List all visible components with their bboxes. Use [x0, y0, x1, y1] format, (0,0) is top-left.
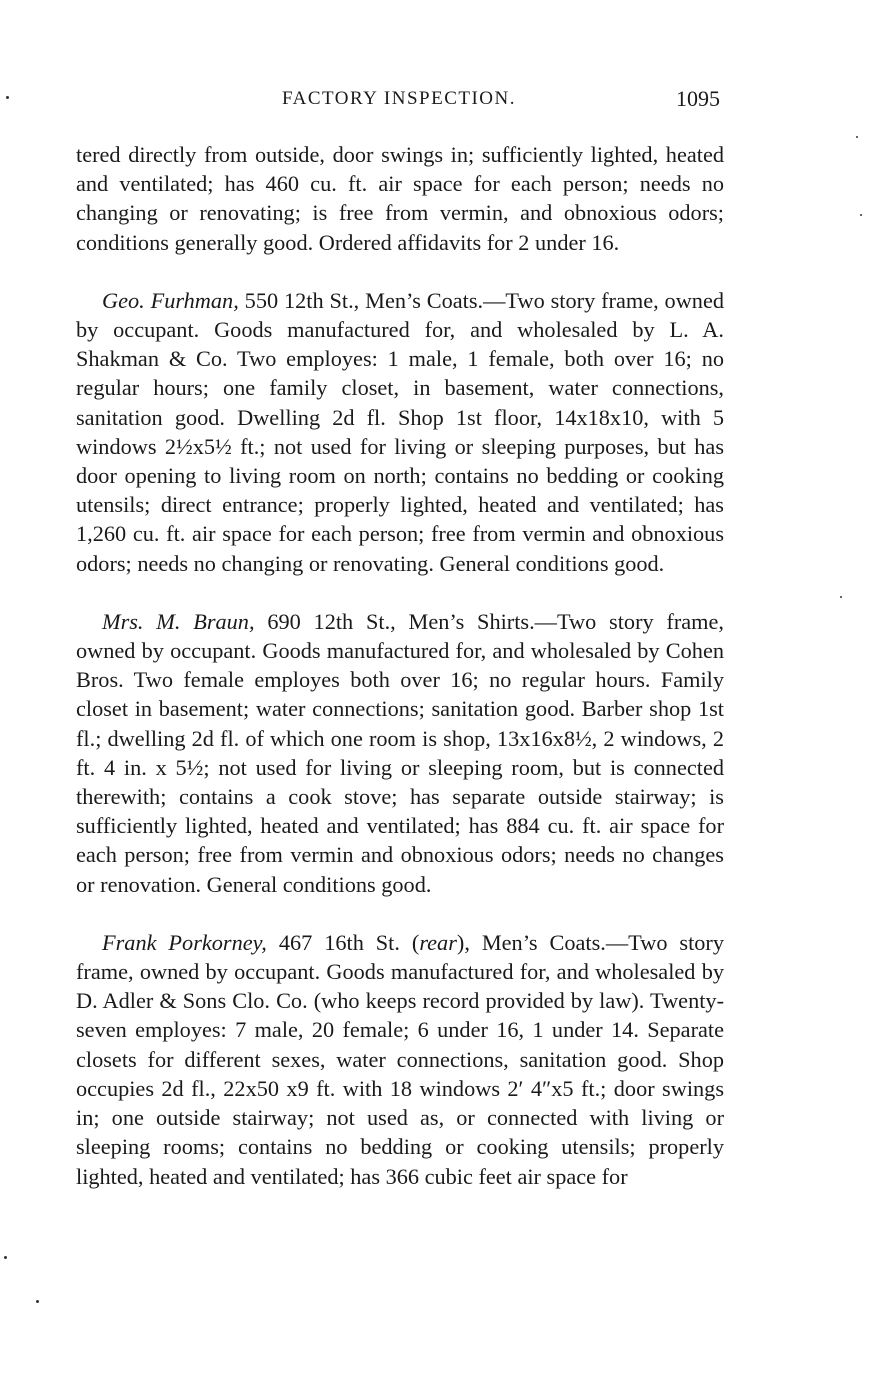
scan-speck — [840, 596, 842, 598]
running-header — [74, 88, 724, 118]
scan-speck — [6, 96, 9, 99]
scan-speck — [860, 214, 862, 216]
scan-speck — [36, 1300, 39, 1303]
paragraph-text: tered directly from outside, door swings in; sufficiently lighted, heated and ventilated; has 460 cu. ft. air space for each person; needs no changing or renovating; is free from vermin, and obnoxious odors; conditions generally good. Ordered affidavits for 2 under 16. — [76, 142, 724, 255]
paragraph-text: ), Men’s Coats.—Two story frame, owned by occupant. Goods manufactured for, and wholesaled by D. Adler & Sons Clo. Co. (who keeps record provided by law). Twenty-seven employes: 7 male, 20 female; 6 under 16, 1 under 14. Separate closets for different sexes, water connections, sanitation good. Shop occupies 2d fl., 22x50 x9 ft. with 18 windows 2′ 4″x5 ft.; door swings in; one outside stairway; not used as, or connected with living or sleeping rooms; contains no bedding or cooking utensils; properly lighted, heated and ventilated; has 366 cubic feet air space for — [76, 929, 724, 1189]
proprietor-name: Frank Porkorney, — [102, 929, 267, 955]
proprietor-name: Mrs. M. Braun, — [102, 608, 255, 634]
proprietor-name: Geo. Furhman, — [102, 287, 239, 313]
paragraph-porkorney — [76, 928, 724, 1191]
scan-speck — [856, 136, 858, 138]
body-text — [76, 140, 724, 1191]
paragraph-text: 467 16th St. ( — [266, 929, 420, 955]
paragraph-text: 550 12th St., Men’s Coats.—Two story frame, owned by occupant. Goods manufactured for, and wholesaled by L. A. Shakman & Co. Two employes: 1 male, 1 female, both over 16; no regular hours; one family closet, in basement, water connections, sanitation good. Dwelling 2d fl. Shop 1st floor, 14x18x10, with 5 windows 2½x5½ ft.; not used for living or sleeping purposes, but has door opening to living room on north; contains no bedding or cooking utensils; direct entrance; properly lighted, heated and ventilated; has 1,260 cu. ft. air space for each person; free from vermin and obnoxious odors; needs no changing or renovating. General conditions good. — [76, 287, 724, 576]
page-number: 1095 — [676, 86, 720, 111]
paragraph-braun — [76, 607, 724, 899]
running-title: FACTORY INSPECTION. — [281, 88, 516, 109]
paragraph-furhman — [76, 286, 724, 578]
paragraph-continuation — [76, 140, 724, 257]
paragraph-text: 690 12th St., Men’s Shirts.—Two story frame, owned by occupant. Goods manufactured for, and wholesaled by Cohen Bros. Two female employes both over 16; no regular hours. Family closet in basement; water connections; sanitation good. Barber shop 1st fl.; dwelling 2d fl. of which one room is shop, 13x16x8½, 2 windows, 2 ft. 4 in. x 5½; not used for living or sleeping room, but is connected therewith; contains a cook stove; has separate outside stairway; is sufficiently lighted, heated and ventilated; has 884 cu. ft. air space for each person; free from vermin and obnoxious odors; needs no changes or renovation. General conditions good. — [76, 608, 724, 897]
scan-speck — [4, 1256, 7, 1259]
italic-note: rear — [419, 929, 457, 955]
